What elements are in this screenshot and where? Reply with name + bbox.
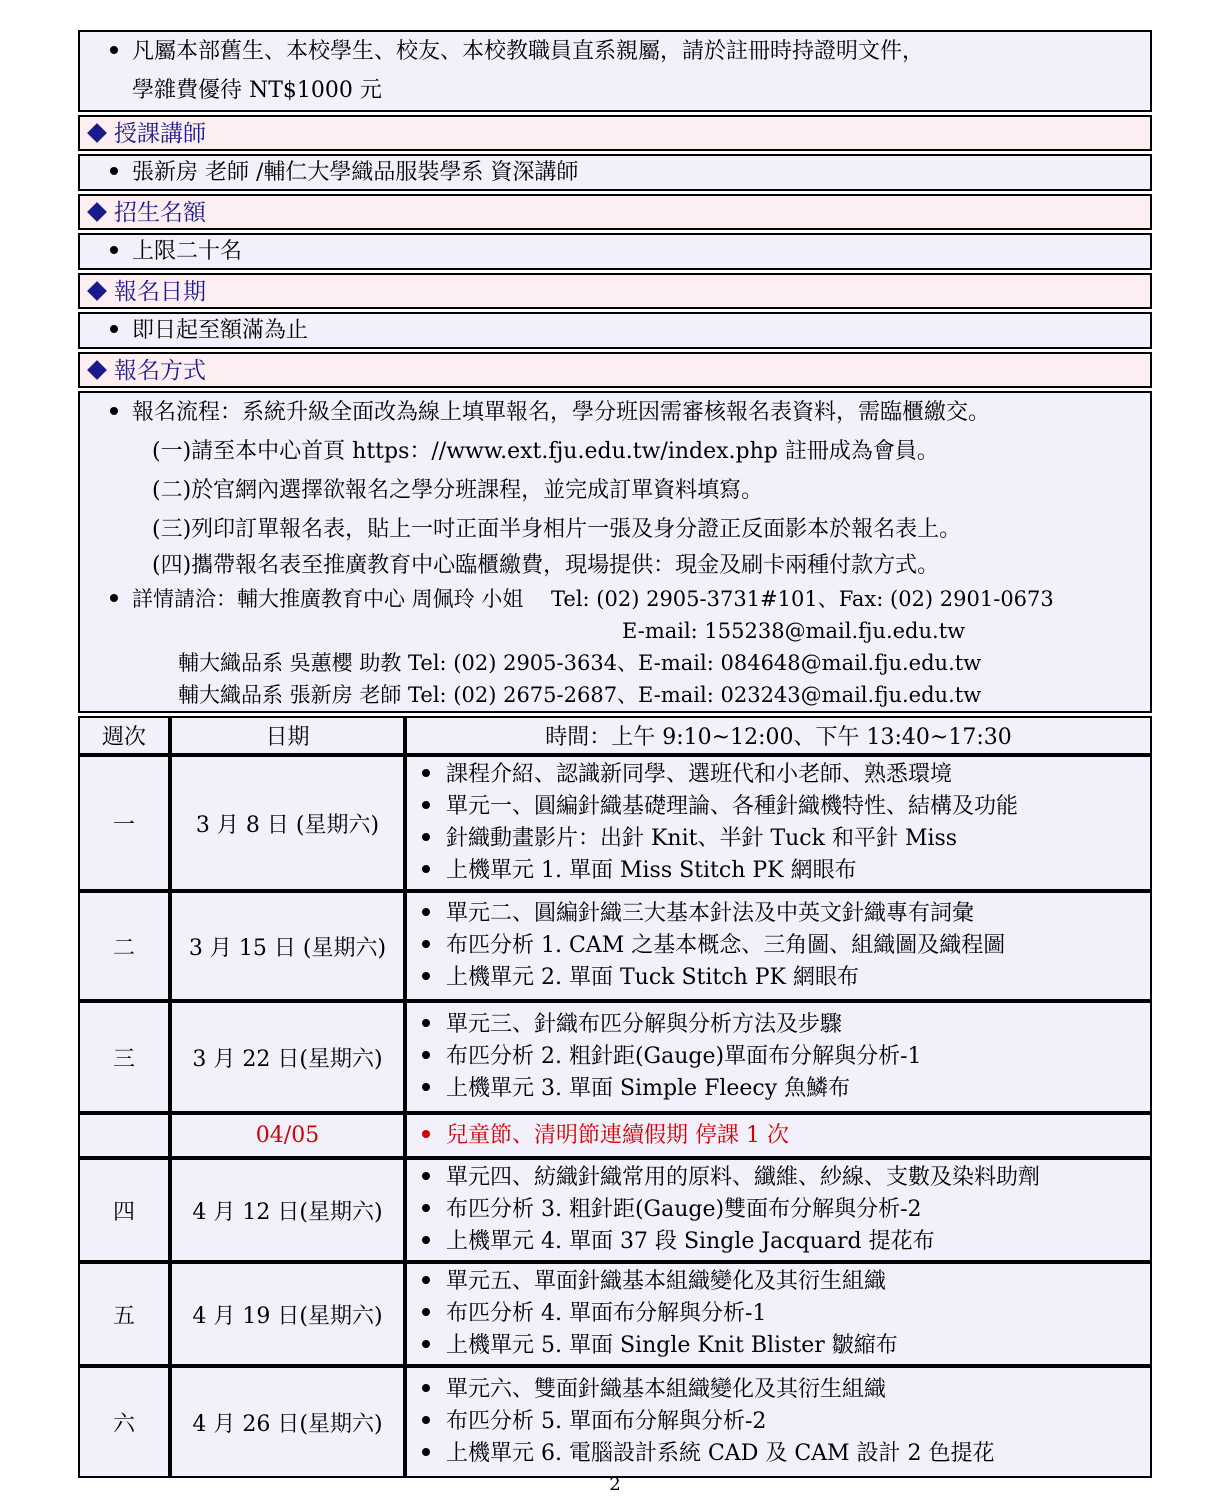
- week-cell: 五: [78, 1262, 170, 1366]
- diamond-icon: [87, 202, 107, 222]
- reg-method-block: [78, 391, 1152, 713]
- col-time-header: 時間：上午 9:10~12:00、下午 13:40~17:30: [405, 716, 1152, 755]
- activity-item: 上機單元 4. 單面 37 段 Single Jacquard 提花布: [422, 1226, 1149, 1258]
- week-cell: 四: [78, 1158, 170, 1262]
- contact-line-1: 詳情請洽：輔大推廣教育中心 周佩玲 小姐 Tel: (02) 2905-3731#101、Fax: (02) 2901-0673: [132, 587, 1054, 611]
- activity-list: [408, 1009, 1149, 1105]
- activity-item: 單元六、雙面針織基本組織變化及其衍生組織: [422, 1374, 1149, 1406]
- bullet-icon: [422, 1083, 430, 1091]
- date-cell: 4 月 19 日(星期六): [170, 1262, 405, 1366]
- bullet-icon: [422, 1308, 430, 1316]
- activity-list: [408, 1266, 1149, 1362]
- activity-cell: [405, 1262, 1152, 1366]
- date-cell: 3 月 22 日(星期六): [170, 1001, 405, 1113]
- date-cell: 4 月 26 日(星期六): [170, 1366, 405, 1478]
- reg-process-text: 報名流程：系統升級全面改為線上填單報名，學分班因需審核報名表資料，需臨櫃繳交。: [132, 400, 991, 425]
- schedule-table: [78, 716, 1152, 1478]
- activity-cell: [405, 1113, 1152, 1158]
- section-heading-reg-method: 報名方式: [78, 352, 1152, 388]
- bullet-icon: [110, 46, 118, 54]
- reg-step-2: (二)於官網內選擇欲報名之學分班課程，並完成訂單資料填寫。: [152, 478, 764, 503]
- schedule-row: [78, 1158, 1152, 1262]
- section-heading-instructor: 授課講師: [78, 115, 1152, 151]
- activity-cell: [405, 1366, 1152, 1478]
- activity-item: 布匹分析 5. 單面布分解與分析-2: [422, 1406, 1149, 1438]
- bullet-icon: [110, 246, 118, 254]
- activity-list: [408, 898, 1149, 994]
- reg-step-1: (一)請至本中心首頁 https：//www.ext.fju.edu.tw/index.php 註冊成為會員。: [152, 439, 939, 464]
- contact-line-3: 輔大織品系 吳蕙櫻 助教 Tel: (02) 2905-3634、E-mail: 084648@mail.fju.edu.tw: [178, 651, 982, 675]
- activity-item: 上機單元 1. 單面 Miss Stitch PK 網眼布: [422, 855, 1149, 887]
- col-date-header: 日期: [170, 716, 405, 755]
- activity-item: 單元三、針織布匹分解與分析方法及步驟: [422, 1009, 1149, 1041]
- bullet-icon: [422, 801, 430, 809]
- bullet-icon: [422, 972, 430, 980]
- schedule-row: [78, 1366, 1152, 1478]
- notice-line-2: 學雜費優待 NT$1000 元: [132, 78, 382, 103]
- quota-text: 上限二十名: [132, 239, 243, 264]
- reg-date-block: [78, 312, 1152, 349]
- activity-item: 布匹分析 1. CAM 之基本概念、三角圖、組織圖及織程圖: [422, 930, 1149, 962]
- week-cell: [78, 1113, 170, 1158]
- bullet-icon: [422, 1416, 430, 1424]
- activity-item: 上機單元 5. 單面 Single Knit Blister 皺縮布: [422, 1330, 1149, 1362]
- bullet-icon: [422, 1130, 430, 1138]
- activity-list: [408, 1120, 1149, 1152]
- bullet-icon: [110, 325, 118, 333]
- activity-item: 布匹分析 2. 粗針距(Gauge)單面布分解與分析-1: [422, 1041, 1149, 1073]
- schedule-row: [78, 1001, 1152, 1113]
- notice-line-1: 凡屬本部舊生、本校學生、校友、本校教職員直系親屬，請於註冊時持證明文件，: [132, 39, 925, 64]
- bullet-icon: [422, 1236, 430, 1244]
- bullet-icon: [422, 1276, 430, 1284]
- activity-cell: [405, 1001, 1152, 1113]
- schedule-row: [78, 891, 1152, 1001]
- bullet-icon: [110, 407, 118, 415]
- activity-item: 上機單元 2. 單面 Tuck Stitch PK 網眼布: [422, 962, 1149, 994]
- activity-item: 布匹分析 3. 粗針距(Gauge)雙面布分解與分析-2: [422, 1194, 1149, 1226]
- section-heading-reg-date: 報名日期: [78, 273, 1152, 309]
- date-cell: 3 月 15 日 (星期六): [170, 891, 405, 1001]
- week-cell: 三: [78, 1001, 170, 1113]
- activity-list: [408, 759, 1149, 887]
- activity-list: [408, 1374, 1149, 1470]
- col-week-header: 週次: [78, 716, 170, 755]
- schedule-row: [78, 1113, 1152, 1158]
- document-frame: [78, 30, 1152, 1478]
- bullet-icon: [422, 1051, 430, 1059]
- reg-step-4: (四)攜帶報名表至推廣教育中心臨櫃繳費，現場提供：現金及刷卡兩種付款方式。: [152, 553, 940, 578]
- bullet-icon: [422, 940, 430, 948]
- diamond-icon: [87, 123, 107, 143]
- page-number: 2: [609, 1474, 621, 1495]
- bullet-icon: [422, 865, 430, 873]
- activity-item: 布匹分析 4. 單面布分解與分析-1: [422, 1298, 1149, 1330]
- bullet-icon: [110, 594, 118, 602]
- instructor-block: [78, 154, 1152, 191]
- diamond-icon: [87, 281, 107, 301]
- schedule-row: [78, 755, 1152, 891]
- activity-item: 單元五、單面針織基本組織變化及其衍生組織: [422, 1266, 1149, 1298]
- reg-date-text: 即日起至額滿為止: [132, 318, 309, 343]
- activity-item: 單元二、圓編針織三大基本針法及中英文針織專有詞彙: [422, 898, 1149, 930]
- date-cell: 4 月 12 日(星期六): [170, 1158, 405, 1262]
- contact-line-2: E-mail: 155238@mail.fju.edu.tw: [622, 619, 966, 643]
- activity-item: 兒童節、清明節連續假期 停課 1 次: [422, 1120, 1149, 1152]
- activity-item: 單元一、圓編針織基礎理論、各種針織機特性、結構及功能: [422, 791, 1149, 823]
- date-cell: 04/05: [170, 1113, 405, 1158]
- bullet-icon: [422, 908, 430, 916]
- activity-item: 課程介紹、認識新同學、選班代和小老師、熟悉環境: [422, 759, 1149, 791]
- activity-item: 上機單元 3. 單面 Simple Fleecy 魚鱗布: [422, 1073, 1149, 1105]
- week-cell: 二: [78, 891, 170, 1001]
- week-cell: 一: [78, 755, 170, 891]
- instructor-text: 張新房 老師 /輔仁大學織品服裝學系 資深講師: [132, 160, 579, 185]
- activity-cell: [405, 755, 1152, 891]
- schedule-header-row: [78, 716, 1152, 755]
- diamond-icon: [87, 360, 107, 380]
- schedule-row: [78, 1262, 1152, 1366]
- contact-line-4: 輔大織品系 張新房 老師 Tel: (02) 2675-2687、E-mail: 023243@mail.fju.edu.tw: [178, 683, 982, 707]
- activity-item: 針織動畫影片：出針 Knit、半針 Tuck 和平針 Miss: [422, 823, 1149, 855]
- activity-cell: [405, 891, 1152, 1001]
- date-cell: 3 月 8 日 (星期六): [170, 755, 405, 891]
- bullet-icon: [422, 1340, 430, 1348]
- bullet-icon: [422, 833, 430, 841]
- bullet-icon: [422, 769, 430, 777]
- bullet-icon: [422, 1172, 430, 1180]
- bullet-icon: [422, 1204, 430, 1212]
- bullet-icon: [422, 1448, 430, 1456]
- quota-block: [78, 233, 1152, 270]
- bullet-icon: [422, 1384, 430, 1392]
- activity-list: [408, 1162, 1149, 1258]
- activity-item: 單元四、紡織針織常用的原料、纖維、紗線、支數及染料助劑: [422, 1162, 1149, 1194]
- reg-step-3: (三)列印訂單報名表，貼上一吋正面半身相片一張及身分證正反面影本於報名表上。: [152, 517, 962, 542]
- week-cell: 六: [78, 1366, 170, 1478]
- activity-item: 上機單元 6. 電腦設計系統 CAD 及 CAM 設計 2 色提花: [422, 1438, 1149, 1470]
- schedule-body: [78, 755, 1152, 1478]
- activity-cell: [405, 1158, 1152, 1262]
- section-heading-quota: 招生名額: [78, 194, 1152, 230]
- bullet-icon: [422, 1019, 430, 1027]
- bullet-icon: [110, 167, 118, 175]
- notice-block: [78, 30, 1152, 112]
